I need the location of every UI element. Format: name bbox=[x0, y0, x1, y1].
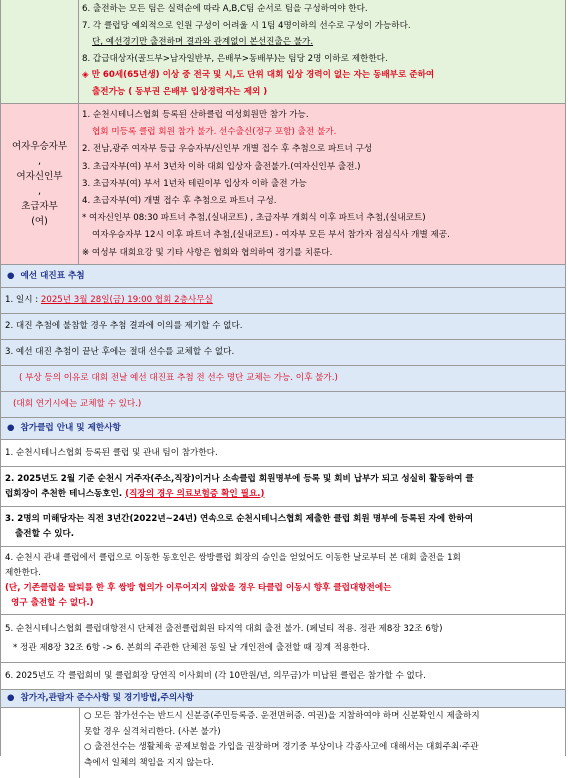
bullet-icon: ● bbox=[7, 423, 15, 433]
rule-line-highlight: ( 부상 등의 이유로 대회 전날 예선 대진표 추첨 전 선수 명단 교체는 가능. 이후 불가.) bbox=[19, 373, 338, 383]
rule-line: 7. 각 클럽당 예외적으로 인원 구성이 어려울 시 1팀 4명이하의 선수로 구성이 가능하다. bbox=[82, 20, 411, 31]
rule-line-highlight: 출전가능 ( 동부권 은배부 입상경력자는 제외 ) bbox=[92, 86, 268, 97]
label-cell-empty bbox=[1, 708, 80, 778]
rule-line: 2. 대진 추첨에 불참할 경우 추첨 결과에 이의를 제기할 수 없다. bbox=[5, 321, 243, 331]
prelim-date: 1. 일시 : 2025년 3월 28일(금) 19:00 협회 2층사무실 bbox=[5, 295, 213, 305]
rule-line: 2. 전남,광주 여자부 등급 우승자부/신인부 개별 접수 후 추첨으로 파트너 구성 bbox=[82, 144, 373, 155]
club-participation-section bbox=[1, 418, 565, 690]
rule-line: 2. 2025년도 2월 기준 순천시 거주자(주소,직장)이거나 소속클럽 회원명부에 등록 및 회비 납부가 되고 성실히 활동하여 클 bbox=[5, 473, 474, 484]
rule-line: 3. 예선 대진 추첨이 끝난 후에는 절대 선수를 교체할 수 없다. bbox=[5, 347, 235, 357]
rule-line: 출전할 수 있다. bbox=[15, 528, 75, 539]
rule-line: ※ 여성부 대회요강 및 기타 사항은 협회와 협의하여 경기를 치룬다. bbox=[82, 247, 333, 258]
rule-line: 6. 2025년도 각 클럽회비 및 클럽회장 당연직 이사회비 (각 10만원/년, 의무금)가 미납된 클럽은 참가할 수 없다. bbox=[5, 670, 426, 681]
rule-line: 단, 예선경기만 출전하며 결과와 관계없이 본선진출은 불가. bbox=[92, 37, 314, 48]
section-header: ● 예선 대진표 추첨 bbox=[1, 265, 565, 288]
bullet-icon: ● bbox=[7, 271, 15, 281]
rule-line-highlight: 영구 출전할 수 없다.) bbox=[11, 597, 94, 608]
rule-line-highlight: (직장의 경우 의료보험증 확인 필요.) bbox=[125, 488, 265, 499]
rule-line: 8. 갑급대상자(골드부>남자일반부, 은배부>동배부)는 팀당 2명 이하로 제한한다. bbox=[82, 53, 388, 64]
rule-line: 측에서 일체의 책임을 지지 않는다. bbox=[84, 757, 214, 768]
rule-line: 1. 순천시테니스협회 등록된 클럽 및 관내 팀이 참가한다. bbox=[5, 447, 218, 458]
prelim-draw-section bbox=[1, 265, 565, 418]
rule-line: 5. 순천시테니스협회 클럽대항전시 단체전 출전클럽회원 타지역 대회 출전 불가. (페널티 적용. 정관 제8장 32조 6항) bbox=[5, 623, 443, 634]
rule-line: 1. 순천시테니스협회 등록된 산하클럽 여성회원만 참가 가능. bbox=[82, 110, 309, 120]
rule-line: * 정관 제8장 32조 6항 -> 6. 본회의 주관한 단체전 동일 날 개인전에 출전할 때 징계 적용한다. bbox=[13, 642, 370, 653]
rule-line-highlight: 협회 미등록 클럽 회원 참가 불가. 선수출신(정구 포함) 출전 불가. bbox=[92, 127, 337, 138]
rule-line: 3. 초급자부(여) 부서 1년차 테린이부 입상자 이하 출전 가능 bbox=[82, 178, 307, 189]
women-division-label: 여자우승자부 , 여자신인부 , 초급자부 (여) bbox=[1, 104, 79, 264]
rule-line: 못할 경우 실격처리한다. (사본 불가) bbox=[84, 726, 221, 737]
label-cell-empty bbox=[1, 0, 79, 103]
rule-line-highlight: (대회 연기시에는 교체할 수 있다.) bbox=[13, 399, 142, 409]
section-header: ● 참가클럽 안내 및 제한사항 bbox=[1, 418, 565, 440]
rule-line: 4. 초급자부(여) 개별 접수 후 추첨으로 파트너 구성. bbox=[82, 195, 277, 206]
women-division-rules bbox=[1, 104, 565, 265]
rule-line: ○ 출전선수는 생활체육 공제보험을 가입을 권장하며 경기중 부상이나 각종사고에 대해서는 대회주최·주관 bbox=[84, 742, 479, 752]
rule-line-highlight: ◈ 만 60세(65년생) 이상 중 전국 및 시,도 단위 대회 입상 경력이 없는 자는 동배부로 준하여 bbox=[82, 70, 435, 81]
team-composition-rules bbox=[1, 0, 565, 104]
rule-line: 3. 2명의 미해당자는 직전 3년간(2022년~24년) 연속으로 순천시테니스협회 제출한 클럽 회원 명부에 등록된 자에 한하여 bbox=[5, 513, 473, 524]
rule-line: 럽회장이 추천한 테니스동호인. bbox=[5, 488, 126, 499]
rule-line: ○ 모든 참가선수는 반드시 신분증(주민등록증. 운전면허증. 여권)을 지참하여야 하며 신분확인시 제출하지 bbox=[84, 711, 480, 721]
rule-line: * 여자신인부 08:30 파트너 추첨,(실내코트) , 초급자부 개회식 이후 파트너 추첨,(실내코트) bbox=[82, 213, 426, 224]
rule-line: 여자우승자부 12시 이후 파트너 추첨,(실내코트) - 여자부 모든 부서 참가자 점심식사 개별 제공. bbox=[92, 230, 450, 241]
section-header: ● 참가자,관람자 준수사항 및 경기방법,주의사항 bbox=[1, 690, 565, 708]
bullet-icon: ● bbox=[7, 693, 15, 703]
rule-line: 6. 출전하는 모든 팀은 실력순에 따라 A,B,C팀 순서로 팀을 구성하여야 한다. bbox=[82, 4, 368, 14]
rule-line: 제한한다. bbox=[5, 567, 41, 578]
rule-line: 3. 초급자부(여) 부서 3년차 이하 대회 입상자 출전불가.(여자신인부 출전.) bbox=[82, 161, 361, 172]
rule-line: 4. 순천시 관내 클럽에서 클럽으로 이동한 동호인은 쌍방클럽 회장의 승인을 얻었어도 이동한 날로부터 본 대회 출전을 1회 bbox=[5, 552, 461, 563]
rule-line-highlight: (단, 기존클럽을 탈퇴를 한 후 쌍방 협의가 이루어지지 않았을 경우 타클럽 이동시 향후 클럽대항전에는 bbox=[5, 582, 392, 593]
participant-rules-section bbox=[1, 690, 565, 778]
